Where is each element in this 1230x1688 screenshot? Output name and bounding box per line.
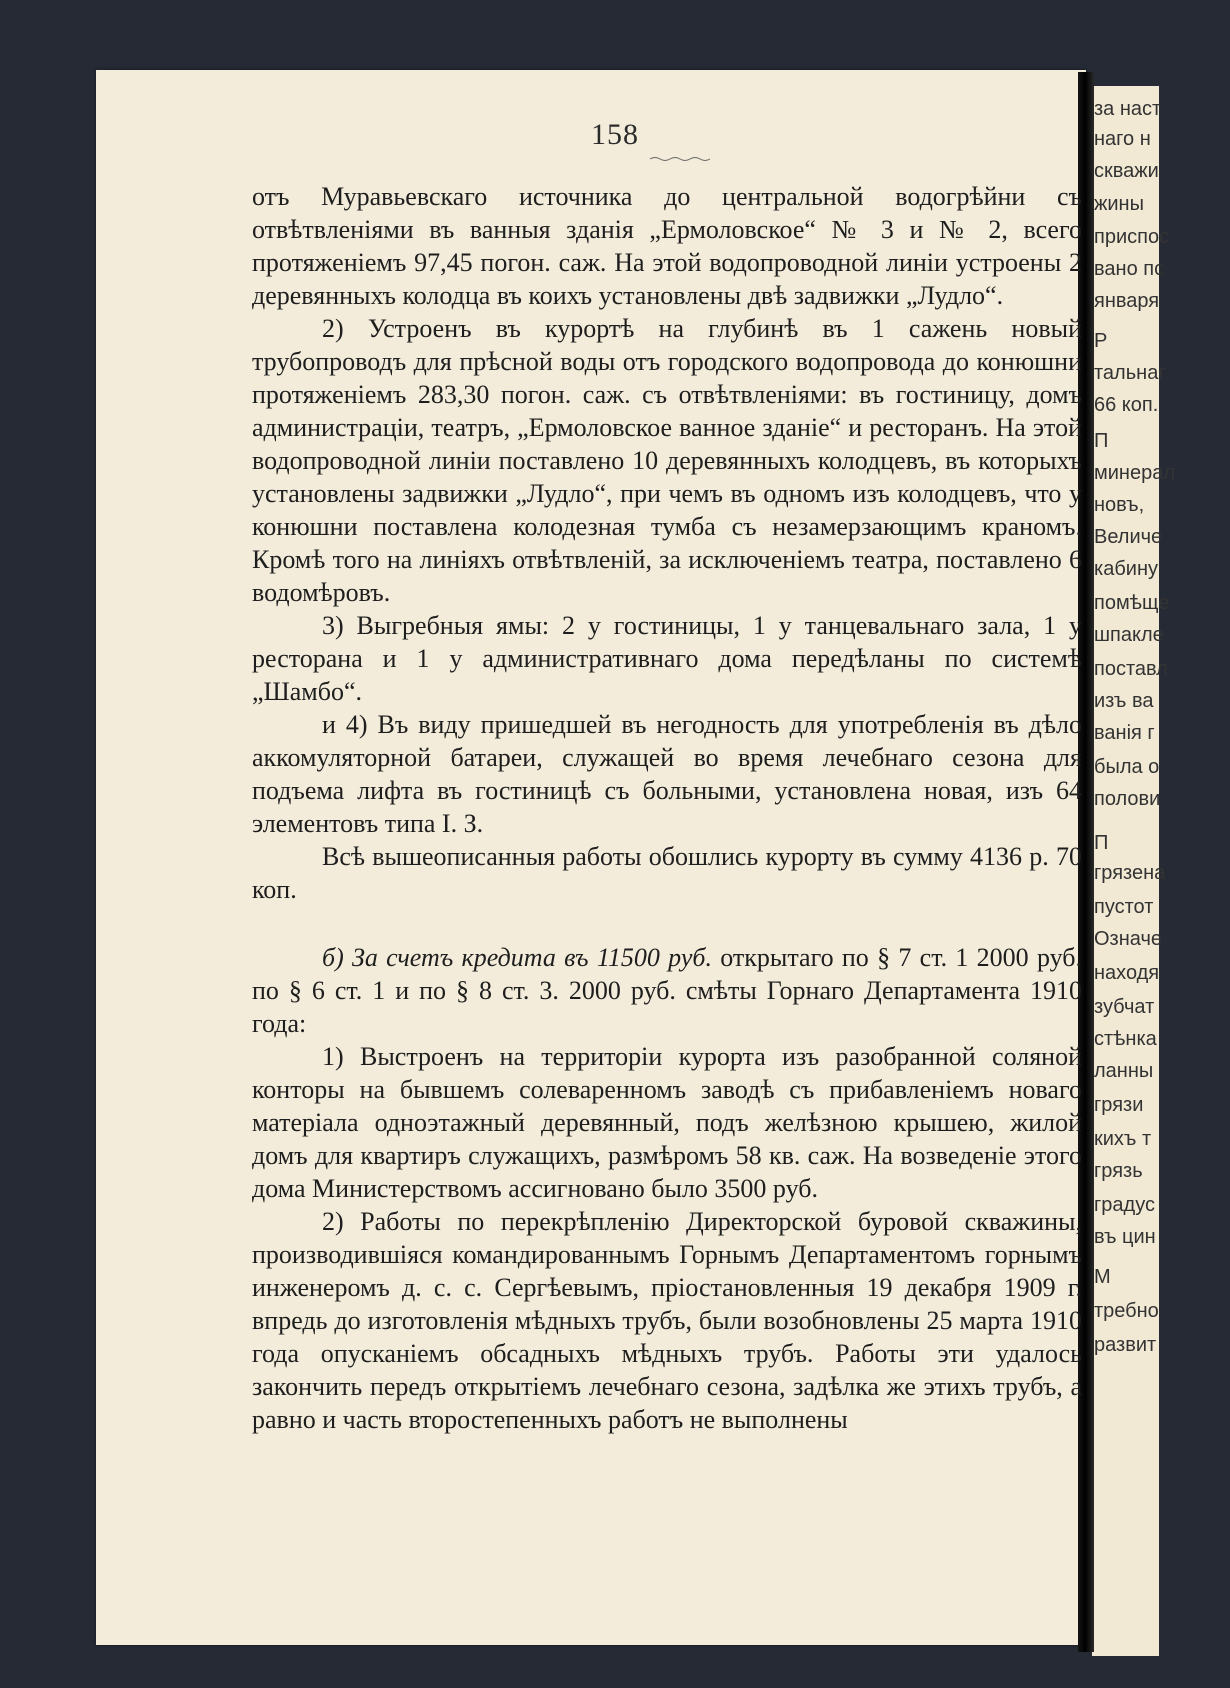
paragraph: 3) Выгребныя ямы: 2 у гостиницы, 1 у танцевальнаго зала, 1 у ресторана и 1 у административнаго дома передѣланы по системѣ „Шамбо“. [252,611,1082,706]
body-text [252,180,1082,1436]
facing-page-fragment: кихъ т [1094,1128,1152,1150]
facing-page-fragment: изъ ва [1094,690,1154,712]
page-number-ornament [650,156,710,162]
facing-page-fragment: жины [1094,193,1144,215]
facing-page-fragment: зубчат [1094,996,1155,1018]
facing-page-fragment: наго н [1094,128,1151,150]
facing-page-fragment: поставл [1094,658,1168,680]
facing-page-fragment: ванія г [1094,722,1155,744]
section-heading-rest: открытаго по § 7 ст. 1 2000 руб. по § 6 ст. 1 и по § 8 ст. 3. 2000 руб. смѣты Горнаго Департамента 1910 года: [252,943,1082,1038]
facing-page-fragment: требно [1094,1300,1159,1322]
facing-page-fragment: за наст [1094,98,1162,120]
facing-page-fragment: Означе [1094,928,1162,950]
paragraph: 2) Устроенъ въ курортѣ на глубинѣ въ 1 сажень новый трубопроводъ для прѣсной воды отъ городского водопровода до конюшни протяженіемъ 283,30 погон. саж. съ отвѣтвленіями: въ гостиницу, домъ администраціи, театръ, „Ермоловское ванное зданіе“ и ресторанъ. На этой водопроводной линіи поставлено 10 деревянныхъ колодцевъ, въ которыхъ установлены задвижки „Лудло“, при чемъ въ одномъ изъ колодцевъ, что у конюшни поставлена колодезная тумба съ незамерзающимъ краномъ. Кромѣ того на линіяхъ отвѣтвленій, за исключеніемъ театра, поставлено 6 водомѣровъ. [252,314,1082,607]
facing-page-fragment: стѣнка [1094,1028,1157,1050]
paragraph: и 4) Въ виду пришедшей въ негодность для употребленія въ дѣло аккомуляторной батареи, служащей во время лечебнаго сезона для подъема лифта въ гостиницѣ съ больными, установлена новая, изъ 64 элементовъ типа I. З. [252,710,1082,838]
facing-page-fragment: грязена [1094,862,1166,884]
paragraph: отъ Муравьевскаго источника до центральной водогрѣйни съ отвѣтвленіями въ ванныя зданія „Ермоловское“ № 3 и № 2, всего протяженіемъ 97,45 погон. саж. На этой водопроводной линіи устроены 2 деревянныхъ колодца въ коихъ установлены двѣ задвижки „Лудло“. [252,182,1082,310]
facing-page-edge [1092,86,1176,1656]
facing-page-fragment: Величе [1094,526,1163,548]
facing-page-fragment: Р [1094,330,1108,352]
facing-page-fragment: минерал [1094,462,1176,484]
facing-page-fragment: скважи [1094,160,1159,182]
facing-page-fragment: М [1094,1266,1111,1288]
facing-page-fragment: приспос [1094,226,1170,248]
facing-page-fragment: 66 коп. [1094,394,1159,416]
facing-page-fragment: ланны [1094,1060,1154,1082]
facing-page-fragment: П [1094,832,1109,854]
section-heading-paragraph [252,941,1082,1040]
facing-page-fragment: кабину [1094,558,1158,580]
facing-page-fragment: находя [1094,962,1160,984]
facing-page-fragment: тальнаг [1094,362,1166,384]
facing-page-fragment: новъ, [1094,494,1145,516]
facing-page-fragment: пустот [1094,896,1154,918]
facing-page-fragment: развит [1094,1334,1157,1356]
paragraph: 2) Работы по перекрѣпленію Директорской буровой скважины, производившіяся командированнымъ Горнымъ Департаментомъ горнымъ инженеромъ д. с. с. Сергѣевымъ, пріостановленныя 19 декабря 1909 г. впредь до изготовленія мѣдныхъ трубъ, были возобновлены 25 марта 1910 года опусканіемъ обсадныхъ мѣдныхъ трубъ. Работы эти удалось закончить передъ открытіемъ лечебнаго сезона, задѣлка же этихъ трубъ, а равно и часть второстепенныхъ работъ не выполнены [252,1207,1082,1434]
section-heading-italic: б) За счетъ кредита въ 11500 руб. [322,943,712,972]
facing-page-fragment: полови [1094,788,1161,810]
page-number: 158 [591,118,639,151]
facing-page-fragment: градус [1094,1194,1155,1216]
facing-page-fragment: въ цин [1094,1226,1156,1248]
paragraph: Всѣ вышеописанныя работы обошлись курорту въ сумму 4136 р. 70 коп. [252,842,1082,904]
facing-page-fragment: января [1094,290,1160,312]
paragraph: 1) Выстроенъ на территоріи курорта изъ разобранной соляной конторы на бывшемъ солеваренномъ заводѣ съ прибавленіемъ новаго матеріала одноэтажный деревянный, подъ желѣзною крышею, жилой домъ для квартиръ служащихъ, размѣромъ 58 кв. саж. На возведеніе этого дома Министерствомъ ассигновано было 3500 руб. [252,1042,1082,1203]
facing-page-fragment: грязь [1094,1160,1143,1182]
facing-page-fragment: грязи [1094,1094,1144,1116]
facing-page-fragment: помѣще [1094,592,1170,614]
facing-page-fragment: вано пс [1094,258,1165,280]
facing-page-fragment: П [1094,430,1109,452]
facing-page-fragment: шпакле [1094,624,1164,646]
facing-page-fragment: была о [1094,756,1160,778]
